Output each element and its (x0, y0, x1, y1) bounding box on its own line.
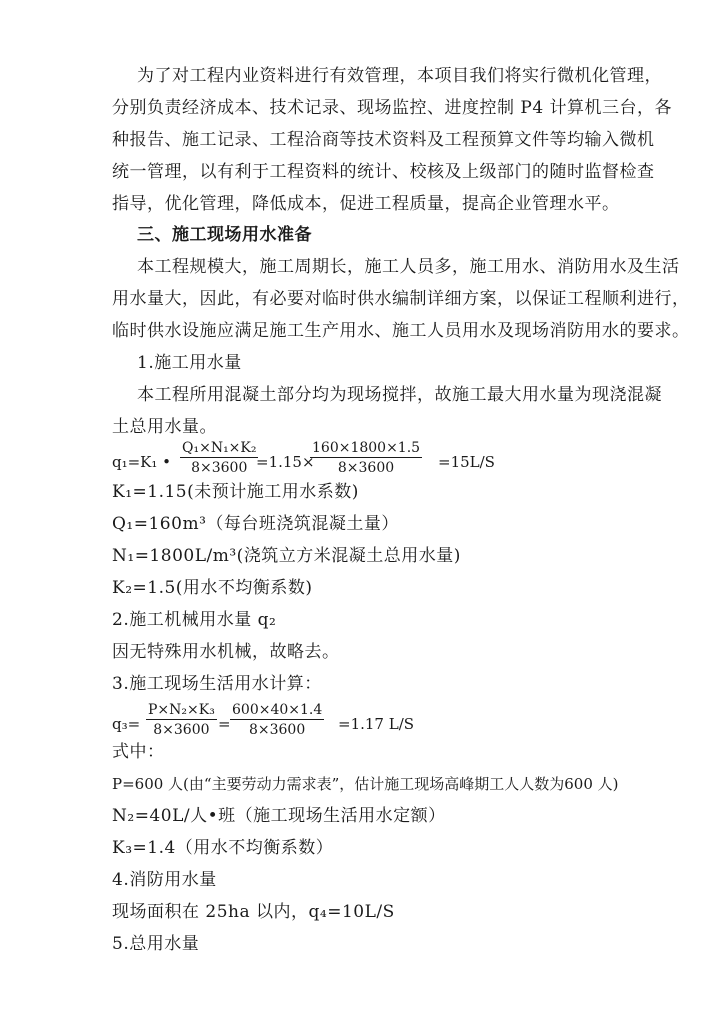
item-4-title: 4.消防用水量 (112, 870, 217, 890)
paragraph-1-line: 统一管理，以有利于工程资料的统计、校核及上级部门的随时监督检查 (112, 162, 655, 182)
formula-3-fraction-1 (146, 702, 217, 738)
item-1-text-line: 土总用水量。 (112, 417, 217, 437)
formula-1-variable: Q₁=160m³（每台班浇筑混凝土量） (112, 514, 399, 534)
paragraph-1-line: 指导，优化管理，降低成本，促进工程质量，提高企业管理水平。 (112, 194, 620, 214)
formula-1-variable: K₁=1.15(未预计施工用水系数) (112, 482, 359, 502)
paragraph-2-line: 用水量大，因此，有必要对临时供水编制详细方案，以保证工程顺利进行， (112, 289, 690, 309)
item-1-title: 1.施工用水量 (137, 353, 242, 373)
formula-3-result: =1.17 L/S (338, 715, 415, 733)
formula-1-variable: N₁=1800L/m³(浇筑立方米混凝土总用水量) (112, 546, 461, 566)
formula-3-denominator-2: 8×3600 (248, 722, 306, 738)
item-4-text: 现场面积在 25ha 以内，q₄=10L/S (112, 902, 395, 922)
item-5-title: 5.总用水量 (112, 934, 200, 954)
formula-1-mid: =1.15× (256, 453, 315, 471)
formula-1-numerator-2: 160×1800×1.5 (312, 440, 421, 456)
formula-3-lhs: q₃= (112, 715, 141, 733)
formula-3-fraction-2 (230, 702, 324, 738)
formula-1-numerator-1: Q₁×N₁×K₂ (182, 440, 257, 456)
paragraph-2-line: 临时供水设施应满足施工生产用水、施工人员用水及现场消防用水的要求。 (112, 321, 690, 341)
formula-1-denominator-2: 8×3600 (337, 460, 395, 476)
paragraph-1-line: 为了对工程内业资料进行有效管理，本项目我们将实行微机化管理， (137, 66, 662, 86)
formula-1-denominator-1: 8×3600 (191, 460, 248, 476)
formula-3-numerator-1: P×N₂×K₃ (148, 702, 215, 718)
formula-3-numerator-2: 600×40×1.4 (232, 702, 323, 718)
formula-1-result: =15L/S (438, 453, 495, 471)
formula-3-denominator-1: 8×3600 (153, 722, 210, 738)
item-2-text: 因无特殊用水机械，故略去。 (112, 642, 340, 662)
formula-3-mid: = (218, 715, 231, 733)
paragraph-1-line: 种报告、施工记录、工程洽商等技术资料及工程预算文件等均输入微机 (112, 130, 655, 150)
paragraph-1-line: 分别负责经济成本、技术记录、现场监控、进度控制 P4 计算机三台，各 (112, 98, 673, 118)
formula-1-fraction-1 (180, 440, 258, 476)
formula-1-lhs: q₁=K₁ • (112, 453, 172, 471)
formula-1-variable: K₂=1.5(用水不均衡系数) (112, 578, 313, 598)
formula-1-fraction-2 (310, 440, 422, 476)
formula-3-variable: K₃=1.4（用水不均衡系数） (112, 838, 334, 858)
item-2-title: 2.施工机械用水量 q₂ (112, 610, 277, 630)
item-1-text-line: 本工程所用混凝土部分均为现场搅拌，故施工最大用水量为现浇混凝 (137, 385, 662, 405)
section-heading: 三、施工现场用水准备 (137, 225, 312, 245)
item-3-title: 3.施工现场生活用水计算： (112, 674, 322, 694)
paragraph-2-line: 本工程规模大，施工周期长，施工人员多，施工用水、消防用水及生活 (137, 257, 680, 277)
formula-3-variable: P=600 人(由“主要劳动力需求表”，估计施工现场高峰期工人人数为600 人) (112, 775, 619, 793)
formula-3-variable: N₂=40L/人•班（施工现场生活用水定额） (112, 806, 446, 826)
formula-3-label: 式中： (112, 742, 165, 762)
